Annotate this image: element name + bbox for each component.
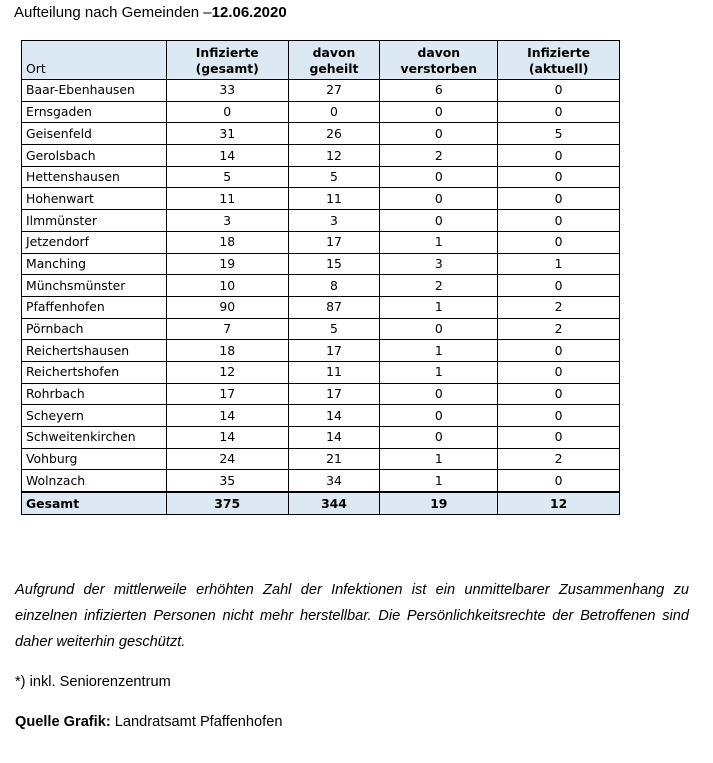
table-row xyxy=(22,340,620,362)
cell-davon-geheilt: 11 xyxy=(288,188,380,210)
cell-davon-geheilt: 17 xyxy=(288,383,380,405)
cell-infizierte-aktuell: 0 xyxy=(498,80,620,102)
cell-infizierte-aktuell: 0 xyxy=(498,231,620,253)
cell-davon-verstorben: 0 xyxy=(380,318,498,340)
cell-infizierte-gesamt: 31 xyxy=(166,123,288,145)
column-header-davon-geheilt: davon geheilt xyxy=(288,41,380,80)
cell-davon-geheilt: 8 xyxy=(288,275,380,297)
table-row xyxy=(22,80,620,102)
table-row xyxy=(22,123,620,145)
cell-davon-geheilt: 14 xyxy=(288,427,380,449)
source-value: Landratsamt Pfaffenhofen xyxy=(114,714,283,730)
table-row xyxy=(22,427,620,449)
table-row xyxy=(22,275,620,297)
cell-davon-geheilt: 26 xyxy=(288,123,380,145)
cell-ort: Hohenwart xyxy=(22,188,167,210)
cell-infizierte-aktuell: 0 xyxy=(498,383,620,405)
footnote: *) inkl. Seniorenzentrum xyxy=(15,674,171,690)
cell-infizierte-gesamt: 14 xyxy=(166,145,288,167)
cell-davon-geheilt: 27 xyxy=(288,80,380,102)
column-header-davon-verstorben: davon verstorben xyxy=(380,41,498,80)
cell-davon-verstorben: 0 xyxy=(380,166,498,188)
total-infizierte-gesamt: 375 xyxy=(166,492,288,514)
cell-infizierte-aktuell: 0 xyxy=(498,405,620,427)
cell-infizierte-aktuell: 0 xyxy=(498,470,620,492)
privacy-note: Aufgrund der mittlerweile erhöhten Zahl der Infektionen ist ein unmittelbarer Zusammenhang zu einzelnen infizierten Personen nicht mehr herstellbar. Die Persönlichkeitsrechte der Betroffenen sind daher weiterhin geschützt. xyxy=(15,582,689,650)
cell-davon-verstorben: 0 xyxy=(380,405,498,427)
table-row xyxy=(22,405,620,427)
cell-davon-verstorben: 0 xyxy=(380,383,498,405)
table-row xyxy=(22,296,620,318)
cell-davon-verstorben: 2 xyxy=(380,275,498,297)
cell-infizierte-gesamt: 18 xyxy=(166,340,288,362)
cell-infizierte-aktuell: 0 xyxy=(498,166,620,188)
cell-davon-geheilt: 87 xyxy=(288,296,380,318)
page-heading xyxy=(14,4,287,21)
cell-davon-geheilt: 5 xyxy=(288,318,380,340)
column-header-infizierte-gesamt: Infizierte (gesamt) xyxy=(166,41,288,80)
cell-infizierte-gesamt: 17 xyxy=(166,383,288,405)
table-total-row xyxy=(22,492,620,514)
cell-infizierte-aktuell: 2 xyxy=(498,318,620,340)
cell-ort: Vohburg xyxy=(22,448,167,470)
cell-infizierte-gesamt: 11 xyxy=(166,188,288,210)
source-label: Quelle Grafik: xyxy=(15,714,111,730)
cell-davon-verstorben: 2 xyxy=(380,145,498,167)
cell-ort: Baar-Ebenhausen xyxy=(22,80,167,102)
cell-ort: Rohrbach xyxy=(22,383,167,405)
table-row xyxy=(22,210,620,232)
cell-davon-verstorben: 1 xyxy=(380,470,498,492)
cell-davon-geheilt: 17 xyxy=(288,340,380,362)
cell-ort: Hettenshausen xyxy=(22,166,167,188)
source-line xyxy=(15,714,282,730)
cell-infizierte-aktuell: 0 xyxy=(498,275,620,297)
cell-davon-geheilt: 21 xyxy=(288,448,380,470)
cell-infizierte-aktuell: 2 xyxy=(498,296,620,318)
cell-infizierte-gesamt: 35 xyxy=(166,470,288,492)
infection-table xyxy=(21,40,620,515)
cell-infizierte-gesamt: 14 xyxy=(166,427,288,449)
cell-davon-geheilt: 14 xyxy=(288,405,380,427)
heading-prefix: Aufteilung nach Gemeinden – xyxy=(14,4,212,21)
cell-infizierte-gesamt: 24 xyxy=(166,448,288,470)
cell-infizierte-aktuell: 0 xyxy=(498,427,620,449)
cell-infizierte-gesamt: 14 xyxy=(166,405,288,427)
cell-infizierte-gesamt: 18 xyxy=(166,231,288,253)
cell-davon-verstorben: 0 xyxy=(380,188,498,210)
cell-ort: Manching xyxy=(22,253,167,275)
cell-infizierte-gesamt: 5 xyxy=(166,166,288,188)
cell-ort: Ernsgaden xyxy=(22,101,167,123)
cell-infizierte-aktuell: 0 xyxy=(498,145,620,167)
cell-infizierte-gesamt: 0 xyxy=(166,101,288,123)
cell-davon-geheilt: 11 xyxy=(288,361,380,383)
cell-ort: Schweitenkirchen xyxy=(22,427,167,449)
cell-infizierte-aktuell: 0 xyxy=(498,210,620,232)
table-row xyxy=(22,231,620,253)
cell-davon-verstorben: 1 xyxy=(380,361,498,383)
cell-davon-geheilt: 34 xyxy=(288,470,380,492)
table-header-row xyxy=(22,41,620,80)
cell-ort: Reichertshausen xyxy=(22,340,167,362)
cell-infizierte-aktuell: 1 xyxy=(498,253,620,275)
cell-davon-geheilt: 12 xyxy=(288,145,380,167)
cell-davon-verstorben: 3 xyxy=(380,253,498,275)
cell-davon-verstorben: 1 xyxy=(380,296,498,318)
cell-davon-geheilt: 5 xyxy=(288,166,380,188)
cell-ort: Scheyern xyxy=(22,405,167,427)
table-row xyxy=(22,188,620,210)
cell-davon-verstorben: 6 xyxy=(380,80,498,102)
cell-davon-verstorben: 1 xyxy=(380,231,498,253)
table-row xyxy=(22,145,620,167)
table-row xyxy=(22,470,620,492)
cell-ort: Pfaffenhofen xyxy=(22,296,167,318)
cell-ort: Gerolsbach xyxy=(22,145,167,167)
cell-infizierte-aktuell: 0 xyxy=(498,340,620,362)
cell-davon-verstorben: 0 xyxy=(380,123,498,145)
table-row xyxy=(22,383,620,405)
cell-infizierte-gesamt: 10 xyxy=(166,275,288,297)
cell-infizierte-aktuell: 0 xyxy=(498,101,620,123)
cell-ort: Reichertshofen xyxy=(22,361,167,383)
cell-ort: Jetzendorf xyxy=(22,231,167,253)
table-row xyxy=(22,318,620,340)
cell-infizierte-aktuell: 0 xyxy=(498,361,620,383)
total-label: Gesamt xyxy=(22,492,167,514)
cell-ort: Pörnbach xyxy=(22,318,167,340)
cell-infizierte-gesamt: 90 xyxy=(166,296,288,318)
cell-infizierte-aktuell: 2 xyxy=(498,448,620,470)
cell-infizierte-aktuell: 0 xyxy=(498,188,620,210)
cell-davon-verstorben: 1 xyxy=(380,448,498,470)
cell-davon-verstorben: 1 xyxy=(380,340,498,362)
cell-davon-geheilt: 3 xyxy=(288,210,380,232)
cell-infizierte-gesamt: 19 xyxy=(166,253,288,275)
table-body xyxy=(22,80,620,493)
total-infizierte-aktuell: 12 xyxy=(498,492,620,514)
cell-infizierte-gesamt: 7 xyxy=(166,318,288,340)
cell-infizierte-gesamt: 12 xyxy=(166,361,288,383)
cell-ort: Geisenfeld xyxy=(22,123,167,145)
cell-davon-geheilt: 15 xyxy=(288,253,380,275)
cell-ort: Wolnzach xyxy=(22,470,167,492)
cell-davon-verstorben: 0 xyxy=(380,210,498,232)
column-header-infizierte-aktuell: Infizierte (aktuell) xyxy=(498,41,620,80)
cell-ort: Ilmmünster xyxy=(22,210,167,232)
column-header-ort: Ort xyxy=(22,41,167,80)
cell-davon-geheilt: 17 xyxy=(288,231,380,253)
cell-davon-geheilt: 0 xyxy=(288,101,380,123)
table-row xyxy=(22,448,620,470)
total-davon-geheilt: 344 xyxy=(288,492,380,514)
cell-infizierte-aktuell: 5 xyxy=(498,123,620,145)
table-row xyxy=(22,253,620,275)
cell-infizierte-gesamt: 33 xyxy=(166,80,288,102)
table-row xyxy=(22,166,620,188)
cell-ort: Münchsmünster xyxy=(22,275,167,297)
total-davon-verstorben: 19 xyxy=(380,492,498,514)
table-row xyxy=(22,361,620,383)
cell-davon-verstorben: 0 xyxy=(380,427,498,449)
cell-infizierte-gesamt: 3 xyxy=(166,210,288,232)
table-row xyxy=(22,101,620,123)
heading-date: 12.06.2020 xyxy=(211,4,287,21)
cell-davon-verstorben: 0 xyxy=(380,101,498,123)
